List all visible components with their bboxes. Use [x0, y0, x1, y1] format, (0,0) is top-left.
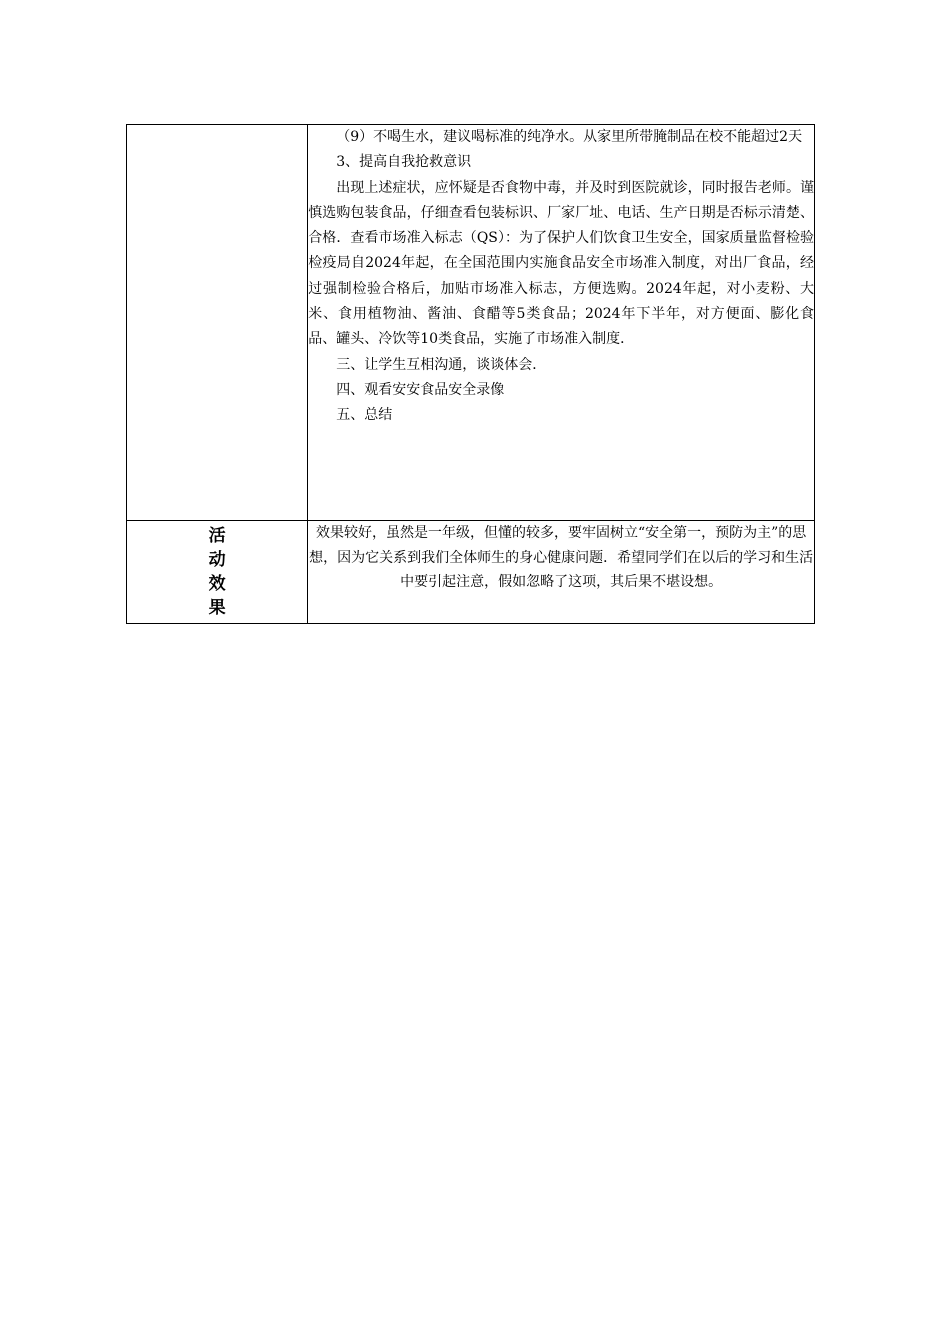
paragraph-section-four: 四、观看安安食品安全录像: [336, 381, 505, 398]
effect-label: [209, 524, 226, 620]
paragraph-symptoms-and-qs: 出现上述症状，应怀疑是否食物中毒，并及时到医院就诊，同时报告老师。谨慎选购包装食品，仔细查看包装标识、厂家厂址、电话、生产日期是否标示清楚、合格．查看市场准入标志（QS）：为了保护人们饮食卫生安全，国家质量监督检验检疫局自2024年起，在全国范围内实施食品安全市场准入制度，对出厂食品，经过强制检验合格后，加贴市场准入标志，方便选购。2024年起，对小麦粉、大米、食用植物油、酱油、食醋等5类食品；2024年下半年，对方便面、膨化食品、罐头、冷饮等10类食品，实施了市场准入制度．: [308, 179, 814, 348]
effect-label-char: 效: [208, 574, 226, 594]
effect-cell: [308, 521, 815, 624]
effect-row: [127, 521, 815, 624]
document-table: [126, 124, 815, 624]
paragraph-no-raw-water: （9）不喝生水，建议喝标准的纯净水。从家里所带腌制品在校不能超过2天: [336, 129, 803, 145]
content-cell: [308, 125, 815, 521]
effect-text: 效果较好，虽然是一年级，但懂的较多，要牢固树立“安全第一，预防为主”的思想，因为它关系到我们全体师生的身心健康问题．希望同学们在以后的学习和生活中要引起注意，假如忽略了这项，其后果不堪设想。: [309, 525, 814, 590]
effect-label-cell: [127, 521, 308, 624]
effect-label-char: 果: [208, 598, 226, 618]
empty-label-cell: [127, 125, 308, 521]
paragraph-section-three: 三、让学生互相沟通，谈谈体会．: [336, 356, 547, 373]
effect-label-char: 动: [208, 550, 226, 570]
effect-label-char: 活: [208, 526, 226, 546]
paragraph-section-five: 五、总结: [336, 407, 393, 424]
content-row: [127, 125, 815, 521]
paragraph-self-rescue-heading: 3、提高自我抢救意识: [336, 154, 472, 171]
